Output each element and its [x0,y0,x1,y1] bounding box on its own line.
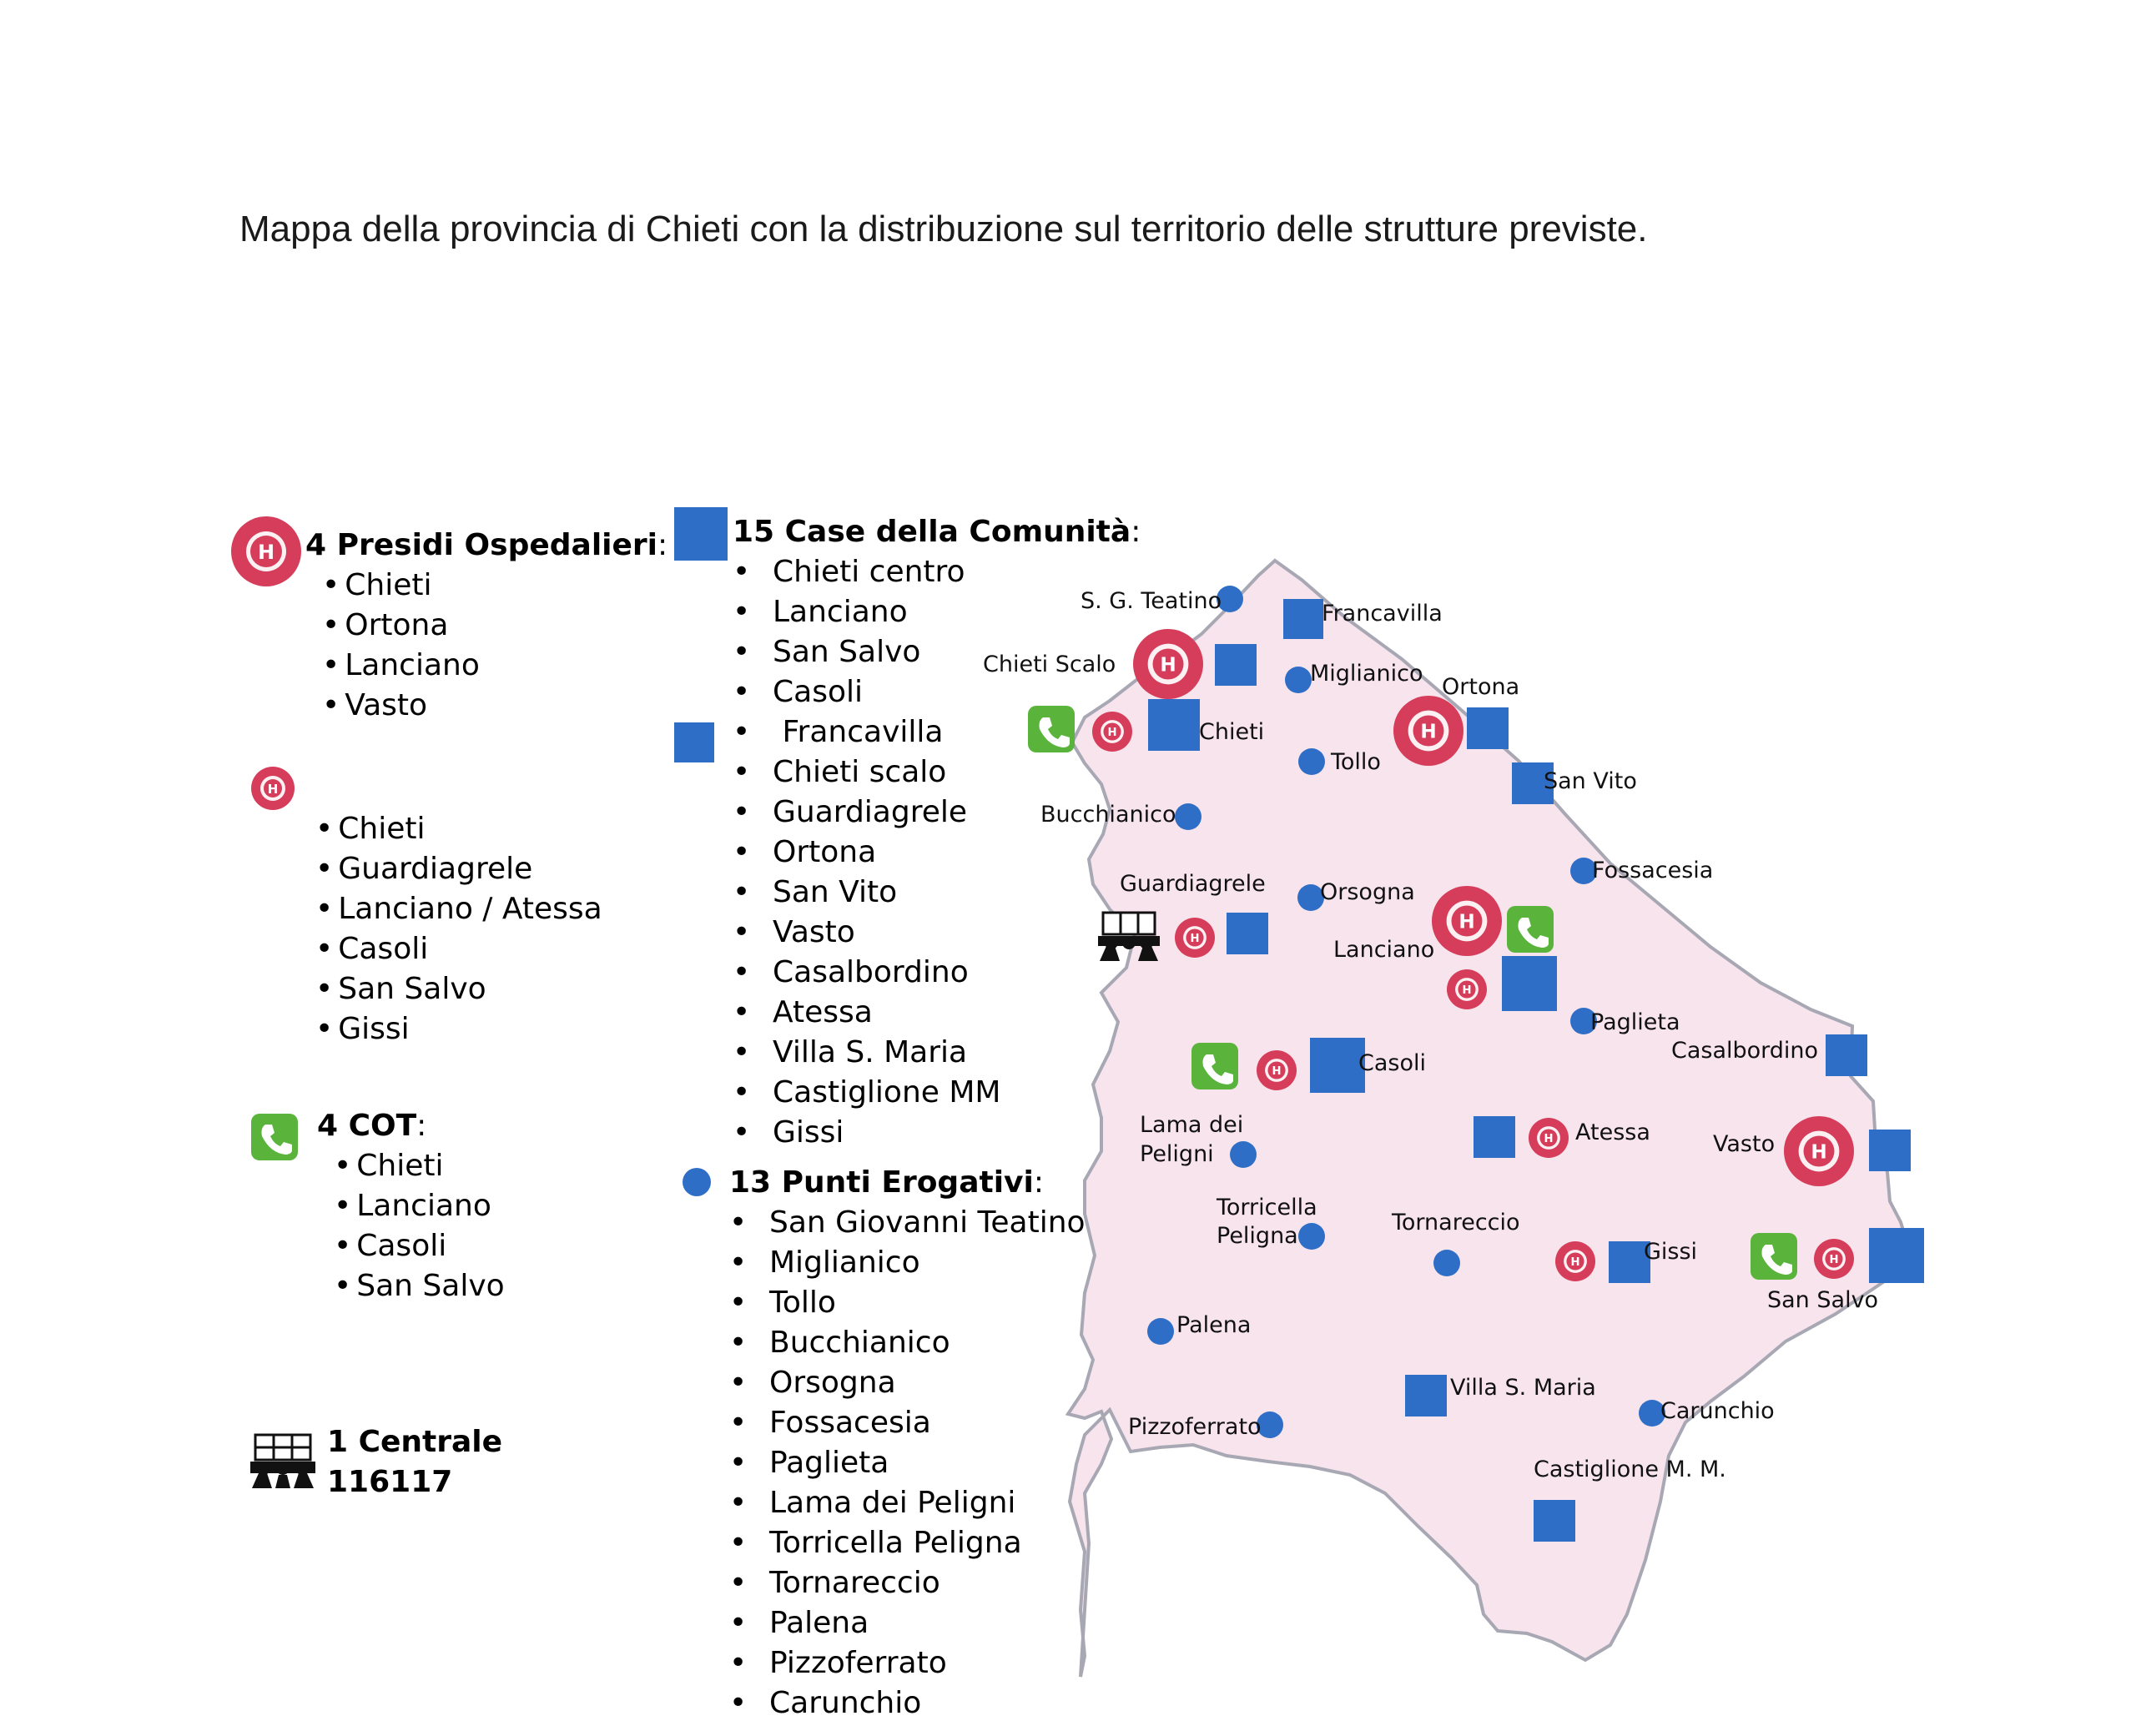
svg-text:H: H [257,541,275,564]
svg-text:H: H [1420,721,1437,743]
list-item: • Casoli [733,672,1141,712]
list-item: • Torricella Peligna [729,1523,1086,1563]
list-item: • Palena [729,1603,1086,1643]
map-label-chieti: Chieti [1199,719,1265,745]
list-item: • Miglianico [729,1243,1086,1283]
list-item: • Fossacesia [729,1403,1086,1443]
casa-lanciano [1502,956,1557,1011]
svg-text:H: H [1190,932,1200,945]
hospital-small-gissi [1555,1241,1595,1281]
hospital-small-san-salvo [1814,1239,1854,1279]
svg-text:H: H [1462,984,1472,997]
list-item: • San Salvo [733,632,1141,672]
hospital-large-vasto [1784,1116,1854,1186]
list-item: • Casoli [334,1226,505,1266]
legend-case: 15 Case della Comunità: • Chieti centro • Lanciano • San Salvo • Casoli • Francavilla • Chieti scalo • Guardiagrele • Ortona • San Vito • Vasto • Casalbordino • Atessa • Villa S. Maria • Castiglione MM • Gissi [733,512,1141,1153]
svg-text:H: H [1811,1141,1827,1164]
map-label-carunchio: Carunchio [1660,1398,1775,1424]
hospital-small-chieti [1092,712,1132,752]
list-item: • Ortona [322,606,668,646]
list-item: • Atessa [733,993,1141,1033]
map-label-atessa: Atessa [1575,1120,1650,1145]
punto-torricella-peligna [1298,1223,1325,1250]
map-label-torricella-2: Peligna [1217,1223,1298,1249]
legend-cot-title: 4 COT [317,1109,417,1143]
hospital-small-casoli [1257,1050,1297,1090]
punto-palena [1147,1318,1174,1345]
casa-chieti-scalo [1215,644,1257,686]
map-label-sg-teatino: S. G. Teatino [1081,588,1222,614]
svg-text:H: H [1544,1132,1554,1145]
map-label-lama-2: Peligni [1140,1141,1214,1167]
list-item: • Lanciano [334,1186,505,1226]
hospital-small-atessa [1529,1118,1569,1158]
map-label-bucchianico: Bucchianico [1040,802,1176,828]
hospital-small-guardiagrele [1175,918,1215,958]
list-item: • San Salvo [315,969,602,1009]
casa-ortona [1467,707,1509,749]
list-item: • Lanciano [322,646,668,686]
map-label-miglianico: Miglianico [1310,661,1423,687]
svg-text:H: H [1829,1253,1839,1266]
list-item: • Gissi [733,1113,1141,1153]
list-item: • San Giovanni Teatino [729,1203,1086,1243]
list-item: • Guardiagrele [733,793,1141,833]
map-label-tornareccio: Tornareccio [1392,1210,1520,1235]
list-item: • Bucchianico [729,1323,1086,1363]
map-label-casalbordino: Casalbordino [1671,1038,1819,1064]
map-label-casoli: Casoli [1358,1050,1426,1076]
list-item: • Paglieta [729,1443,1086,1483]
legend-centrale: 1 Centrale 116117 [327,1425,503,1499]
list-item: • Vasto [322,686,668,726]
legend-presidi: 4 Presidi Ospedalieri: • Chieti • Ortona • Lanciano • Vasto [305,526,668,726]
punto-tollo [1298,748,1325,775]
cot-phone-san-salvo [1751,1233,1797,1280]
list-item: • Pizzoferrato [729,1643,1086,1683]
map-label-castiglione: Castiglione M. M. [1534,1457,1726,1482]
list-item: • San Vito [733,873,1141,913]
map-label-palena: Palena [1176,1312,1252,1338]
hospital-large-ortona [1393,696,1463,766]
list-item: • Guardiagrele [315,849,602,889]
map-label-ortona: Ortona [1442,674,1520,700]
punto-tornareccio [1433,1250,1460,1276]
svg-text:H: H [267,782,279,797]
list-item: • Casalbordino [733,953,1141,993]
hospital-large-chieti [1133,629,1203,699]
map-label-tollo: Tollo [1331,749,1381,775]
casa-vasto [1869,1130,1911,1171]
casa-guardiagrele [1227,913,1268,954]
map-label-san-salvo: San Salvo [1767,1287,1879,1313]
map-label-fossacesia: Fossacesia [1592,858,1714,883]
casa-chieti [1148,699,1200,751]
map-label-lama-1: Lama dei [1140,1112,1244,1138]
casa-casoli [1310,1038,1365,1093]
casa-atessa [1474,1116,1515,1158]
map-label-lanciano: Lanciano [1333,937,1435,963]
cot-phone-lanciano [1507,906,1554,953]
list-item: • Ortona [733,833,1141,873]
svg-text:H: H [1272,1064,1282,1078]
list-item: • Chieti scalo [733,752,1141,793]
list-item: • Chieti [315,809,602,849]
list-item: • Casoli [315,929,602,969]
svg-text:H: H [1107,726,1117,739]
svg-text:H: H [1570,1255,1580,1269]
map-label-francavilla: Francavilla [1322,601,1443,626]
page-title: Mappa della provincia di Chieti con la distribuzione sul territorio delle strutture previste. [239,209,1648,249]
casa-san-salvo [1869,1228,1924,1283]
svg-text:H: H [1160,654,1176,677]
map-label-orsogna: Orsogna [1320,879,1415,905]
map-label-torricella-1: Torricella [1217,1195,1317,1220]
casa-francavilla [1283,599,1323,639]
list-item: • Chieti [322,566,668,606]
list-item: • Lanciano / Atessa [315,889,602,929]
map-label-paglieta: Paglieta [1590,1009,1680,1035]
list-item: • Chieti centro [733,552,1141,592]
map-label-villa-s-maria: Villa S. Maria [1450,1375,1596,1401]
legend-case-title: 15 Case della Comunità [733,515,1131,549]
cot-phone-casoli [1191,1043,1238,1089]
cot-phone-chieti [1028,706,1075,752]
map-label-chieti-scalo: Chieti Scalo [983,652,1116,677]
list-item: • Tornareccio [729,1563,1086,1603]
list-item: • Francavilla [733,712,1141,752]
list-item: • Gissi [315,1009,602,1049]
list-item: • Lanciano [733,592,1141,632]
legend-cot: 4 COT: • Chieti • Lanciano • Casoli • San Salvo [317,1106,505,1306]
legend-punti-title: 13 Punti Erogativi [729,1165,1034,1200]
map-label-vasto: Vasto [1713,1131,1776,1157]
list-item: • Chieti [334,1146,505,1186]
punto-bucchianico [1175,803,1202,830]
casa-casalbordino [1826,1034,1867,1076]
list-item: • Castiglione MM [733,1073,1141,1113]
svg-text:H: H [1458,911,1475,933]
casa-castiglione [1534,1500,1575,1542]
list-item: • San Salvo [334,1266,505,1306]
map-label-pizzoferrato: Pizzoferrato [1128,1414,1262,1440]
list-item: • Villa S. Maria [733,1033,1141,1073]
list-item: • Carunchio [729,1683,1086,1723]
list-item: • Tollo [729,1283,1086,1323]
punto-miglianico [1285,667,1312,693]
list-item: • Vasto [733,913,1141,953]
punto-lama-dei-peligni [1230,1141,1257,1168]
map-label-gissi: Gissi [1644,1239,1698,1265]
hospital-large-lanciano [1432,886,1502,956]
list-item: • Orsogna [729,1363,1086,1403]
list-item: • Lama dei Peligni [729,1483,1086,1523]
legend-punti: 13 Punti Erogativi: • San Giovanni Teatino • Miglianico • Tollo • Bucchianico • Orsogna • Fossacesia • Paglieta • Lama dei Peligni • Torricella Peligna • Tornareccio • Palena • Pizzoferrato • Carunchio [729,1163,1086,1723]
hospital-small-lanciano [1447,969,1487,1009]
map-label-guardiagrele: Guardiagrele [1120,871,1266,897]
casa-villa-s-maria [1405,1375,1447,1416]
map-label-san-vito: San Vito [1544,768,1637,794]
legend-presidi-title: 4 Presidi Ospedalieri [305,528,658,562]
